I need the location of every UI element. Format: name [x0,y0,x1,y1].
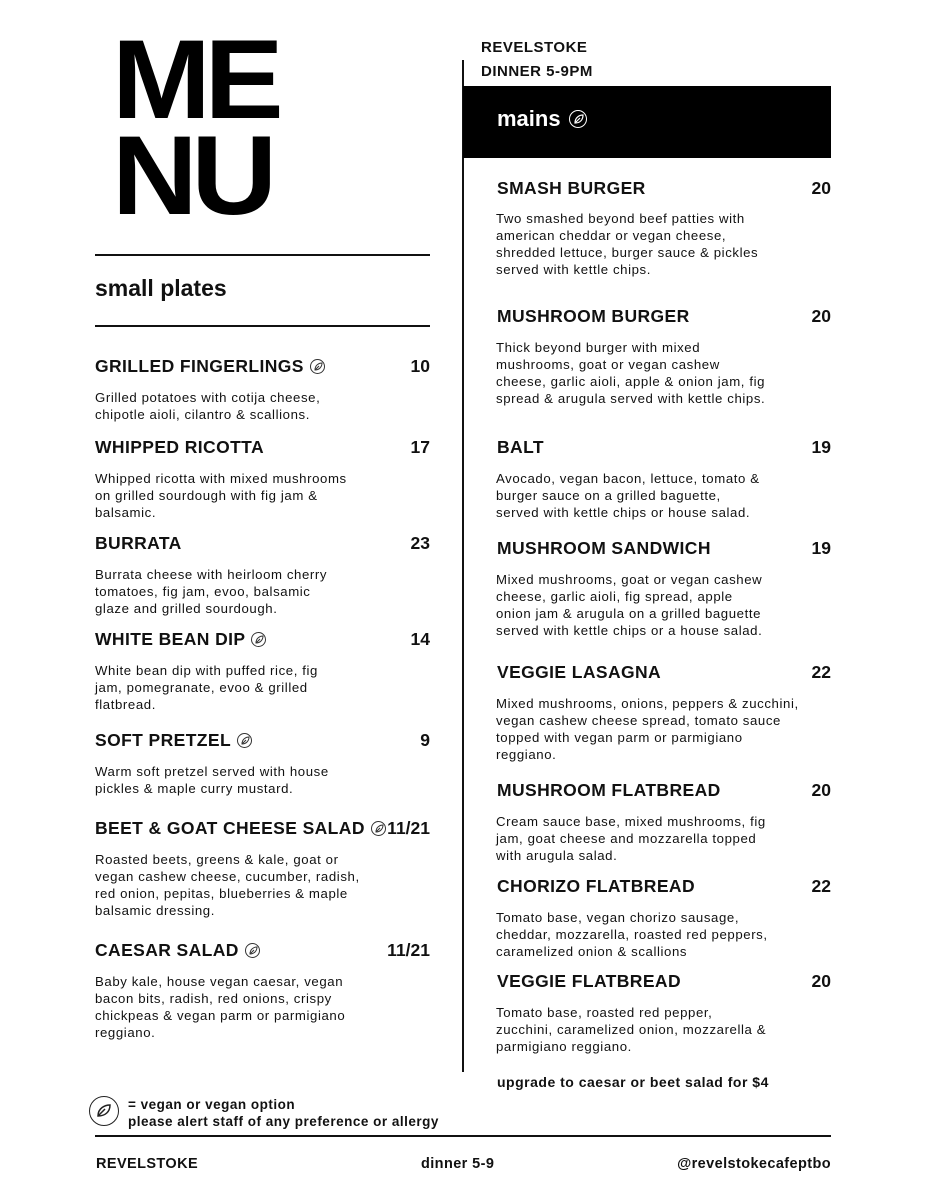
menu-item-name [95,818,386,839]
leaf-icon [310,359,325,374]
menu-item-name [497,538,711,559]
mains-title-wrap [497,106,587,132]
mains-header-bar [463,86,831,158]
logo-line-1: ME [112,17,278,142]
menu-item-name [497,662,661,683]
item-description: Cream sauce base, mixed mushrooms, fig jam, goat cheese and mozzarella topped with arugula salad. [496,814,766,863]
legend-vegan: = vegan or vegan option [128,1097,296,1112]
item-price: 20 [811,780,831,800]
menu-logo [112,17,302,238]
item-description: Avocado, vegan bacon, lettuce, tomato & burger sauce on a grilled baguette, served with kettle chips or house salad. [496,471,760,520]
item-name-text: WHIPPED RICOTTA [95,437,265,457]
menu-item-name [95,533,182,554]
item-name-text: GRILLED FINGERLINGS [95,356,304,376]
footer-hours: dinner 5-9 [421,1156,495,1172]
upgrade-note: upgrade to caesar or beet salad for $4 [497,1074,769,1090]
legend-allergy: please alert staff of any preference or allergy [128,1114,439,1129]
item-description: Mixed mushrooms, goat or vegan cashew cheese, garlic aioli, fig spread, apple onion jam & arugula on a grilled baguette served with kettle chips or a house salad. [496,572,763,638]
menu-item-name [95,437,264,458]
item-price: 14 [410,629,430,649]
item-name-text: SMASH BURGER [497,178,646,198]
menu-item-name [497,437,544,458]
item-name-text: CAESAR SALAD [95,940,239,960]
item-description: Whipped ricotta with mixed mushrooms on grilled sourdough with fig jam & balsamic. [95,471,347,520]
divider-bottom [95,325,430,327]
item-description: Tomato base, vegan chorizo sausage, cheddar, mozzarella, roasted red peppers, caramelized onion & scallions [496,910,768,959]
leaf-icon [251,632,266,647]
menu-item-name [497,971,681,992]
menu-item-name [95,730,252,751]
small-plates-title: small plates [95,275,227,301]
item-price: 19 [811,538,831,558]
item-description: Burrata cheese with heirloom cherry tomatoes, fig jam, evoo, balsamic glaze and grilled sourdough. [95,567,328,616]
item-name-text: BEET & GOAT CHEESE SALAD [95,818,365,838]
column-divider [462,60,464,1072]
item-description: Thick beyond burger with mixed mushrooms, goat or vegan cashew cheese, garlic aioli, apple & onion jam, fig spread & arugula served with kettle chips. [496,340,766,406]
menu-item-name [497,178,646,199]
item-name-text: WHITE BEAN DIP [95,629,246,649]
item-price: 11/21 [387,940,430,960]
item-name-text: VEGGIE LASAGNA [497,662,662,682]
item-description: Warm soft pretzel served with house pickles & maple curry mustard. [95,764,329,796]
menu-item-name [497,876,695,897]
item-price: 22 [811,876,831,896]
item-price: 17 [410,437,430,457]
menu-item-name [497,780,721,801]
logo-line-2: NU [112,113,271,238]
menu-item-name [95,940,260,961]
item-price: 20 [811,178,831,198]
menu-item-name [497,306,690,327]
footer-handle: @revelstokecafeptbo [677,1156,831,1172]
header-location: REVELSTOKE [481,39,588,56]
item-description: White bean dip with puffed rice, fig jam, pomegranate, evoo & grilled flatbread. [95,663,318,712]
leaf-icon [237,733,252,748]
item-description: Mixed mushrooms, onions, peppers & zucchini, vegan cashew cheese spread, tomato sauce topped with vegan parm or parmigiano reggiano. [496,696,799,762]
item-price: 20 [811,971,831,991]
footer-divider [95,1135,831,1137]
item-description: Grilled potatoes with cotija cheese, chipotle aioli, cilantro & scallions. [95,390,321,422]
leaf-icon [569,110,587,128]
item-price: 9 [420,730,430,750]
item-price: 11/21 [387,818,430,838]
item-name-text: VEGGIE FLATBREAD [497,971,681,991]
item-price: 23 [410,533,430,553]
item-name-text: MUSHROOM FLATBREAD [497,780,721,800]
item-name-text: CHORIZO FLATBREAD [497,876,695,896]
item-price: 19 [811,437,831,457]
item-name-text: MUSHROOM SANDWICH [497,538,711,558]
item-description: Two smashed beyond beef patties with american cheddar or vegan cheese, shredded lettuce, burger sauce & pickles served with kettle chips. [496,211,759,277]
menu-item-name [95,356,325,377]
leaf-icon [245,943,260,958]
item-description: Roasted beets, greens & kale, goat or vegan cashew cheese, cucumber, radish, red onion, pepitas, blueberries & maple balsamic dressing. [95,852,360,918]
item-price: 10 [410,356,430,376]
item-price: 20 [811,306,831,326]
item-name-text: SOFT PRETZEL [95,730,232,750]
footer-location: REVELSTOKE [96,1156,199,1172]
item-description: Baby kale, house vegan caesar, vegan bacon bits, radish, red onions, crispy chickpeas & vegan parm or parmigiano reggiano. [95,974,346,1040]
menu-item-name [95,629,266,650]
item-name-text: MUSHROOM BURGER [497,306,690,326]
item-name-text: BURRATA [95,533,182,553]
mains-title: mains [497,106,561,131]
item-description: Tomato base, roasted red pepper, zucchini, caramelized onion, mozzarella & parmigiano reggiano. [496,1005,767,1054]
header-hours: DINNER 5-9PM [481,63,593,80]
divider-top [95,254,430,256]
item-name-text: BALT [497,437,544,457]
item-price: 22 [811,662,831,682]
leaf-icon [89,1096,119,1126]
